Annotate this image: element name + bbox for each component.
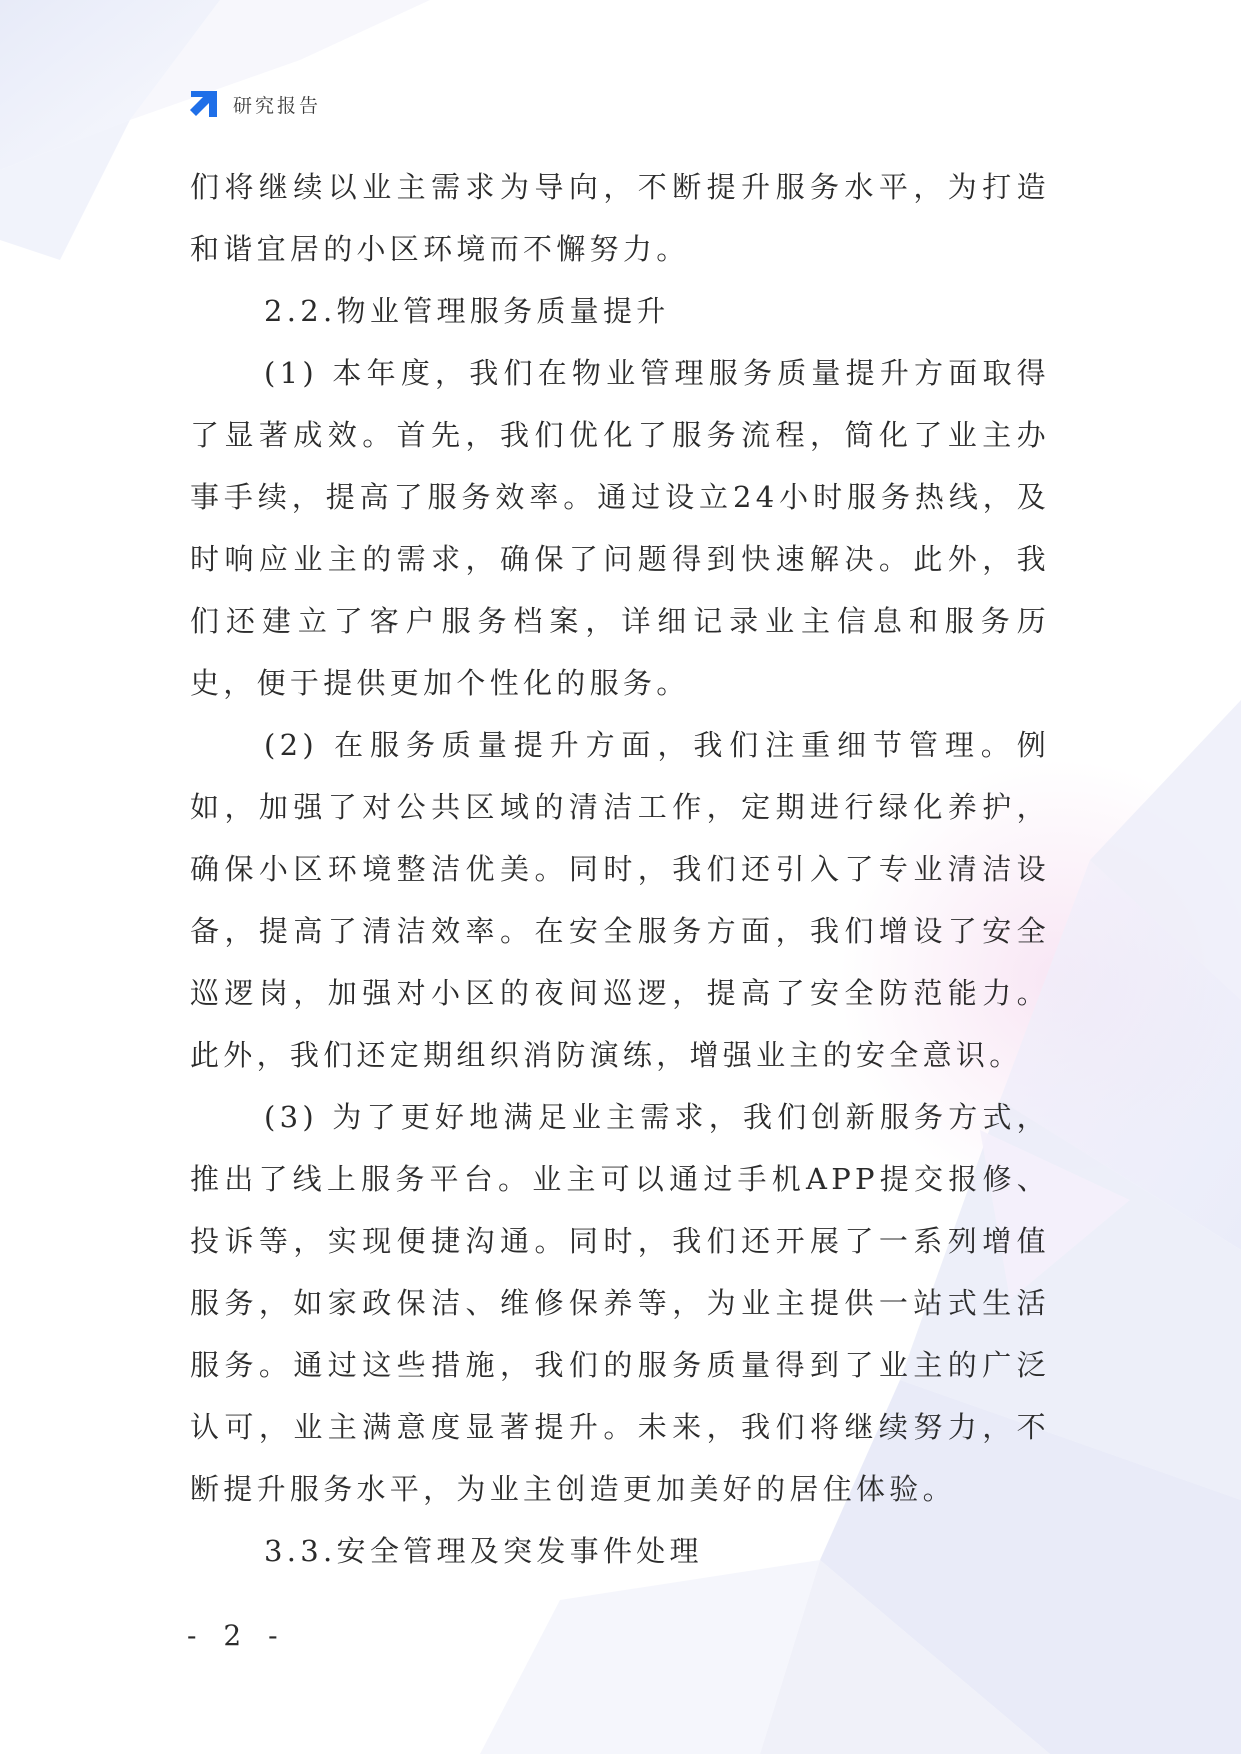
paragraph-continuation: 们将继续以业主需求为导向，不断提升服务水平，为打造和谐宜居的小区环境而不懈努力。 (190, 170, 1050, 266)
report-header (187, 87, 321, 121)
paragraph-3: (3) 为了更好地满足业主需求，我们创新服务方式，推出了线上服务平台。业主可以通过手机APP提交报修、投诉等，实现便捷沟通。同时，我们还开展了一系列增值服务，如家政保洁、维修保养等，为业主提供一站式生活服务。通过这些措施，我们的服务质量得到了业主的广泛认可，业主满意度显著提升。未来，我们将继续努力，不断提升服务水平，为业主创造更加美好的居住体验。 (190, 1100, 1050, 1506)
header-title: 研究报告 (233, 94, 322, 117)
document-body (190, 156, 1050, 1582)
paragraph-1: (1) 本年度，我们在物业管理服务质量提升方面取得了显著成效。首先，我们优化了服务流程，简化了业主办事手续，提高了服务效率。通过设立24小时服务热线，及时响应业主的需求，确保了问题得到快速解决。此外，我们还建立了客户服务档案，详细记录业主信息和服务历史，便于提供更加个性化的服务。 (190, 356, 1050, 700)
page-number: - 2 - (187, 1619, 287, 1652)
arrow-up-right-icon (187, 87, 221, 121)
section-heading-3-3: 3.3.安全管理及突发事件处理 (264, 1534, 703, 1568)
paragraph-2: (2) 在服务质量提升方面，我们注重细节管理。例如，加强了对公共区域的清洁工作，定期进行绿化养护，确保小区环境整洁优美。同时，我们还引入了专业清洁设备，提高了清洁效率。在安全服务方面，我们增设了安全巡逻岗，加强对小区的夜间巡逻，提高了安全防范能力。此外，我们还定期组织消防演练，增强业主的安全意识。 (190, 728, 1050, 1072)
section-heading-2-2: 2.2.物业管理服务质量提升 (264, 294, 670, 328)
